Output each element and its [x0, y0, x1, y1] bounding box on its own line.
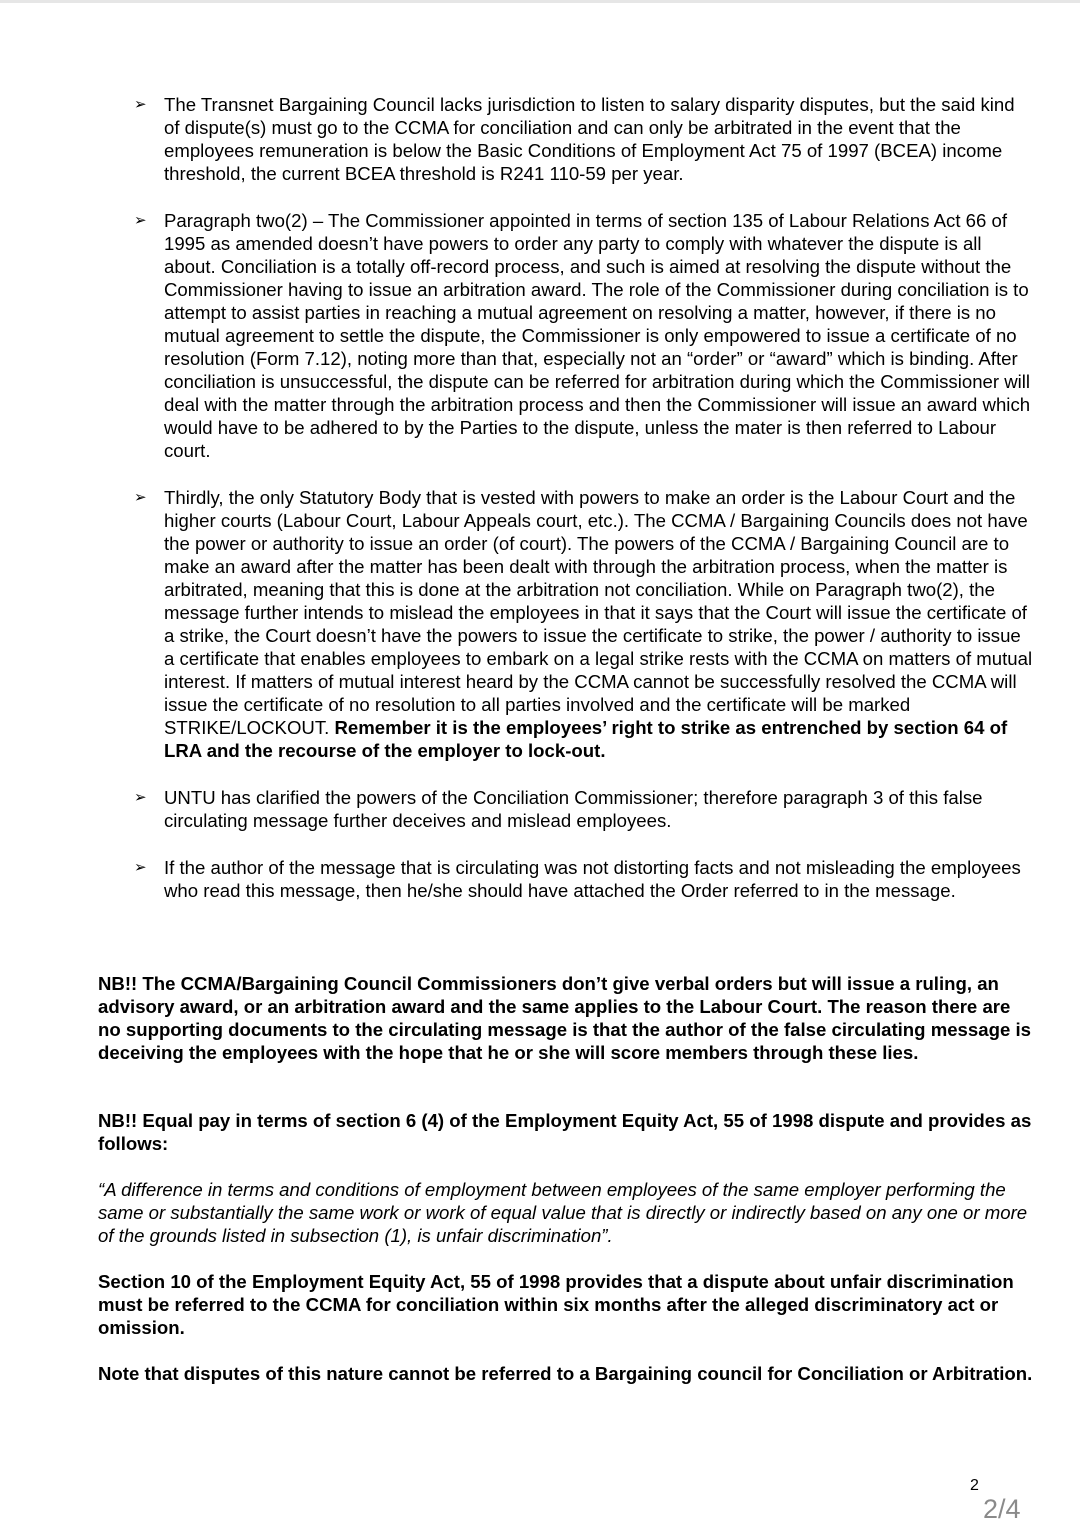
- bullet-text-regular: Thirdly, the only Statutory Body that is vested with powers to make an order is the Labour Court and the higher courts (Labour Court, Labour Appeals court, etc.). The CCMA / Bargaining Councils does not have the power or authority to issue an order (of court). The powers of the CCMA / Bargaining Council are to make an award after the matter has been dealt with through the arbitration process, when the matter is arbitrated, meaning that this is done at the arbitration not conciliation. While on Paragraph two(2), the message further intends to mislead the employees in that it says that the Court will issue the certificate of a strike, the Court doesn’t have the powers to issue the certificate to strike, the power / authority to issue a certificate that enables employees to embark on a legal strike rests with the CCMA on matters of mutual interest. If matters of mutual interest heard by the CCMA cannot be successfully resolved the CCMA will issue the certificate of no resolution to all parties involved and the certificate will be marked STRIKE/LOCKOUT.: [164, 487, 1033, 738]
- nb-commissioners-paragraph: NB!! The CCMA/Bargaining Council Commissioners don’t give verbal orders but will issue a ruling, an advisory award, or an arbitration award and the same applies to the Labour Court. The reason there are no supporting documents to the circulating message is that the author of the false circulating message is deceiving the employees with the hope that he or she will score members through these lies.: [98, 973, 1031, 1063]
- page-counter: 2/4: [983, 1494, 1021, 1524]
- section-10-paragraph: Section 10 of the Employment Equity Act, 55 of 1998 provides that a dispute about unfair discrimination must be referred to the CCMA for conciliation within six months after the alleged discriminatory act or omission.: [98, 1271, 1014, 1338]
- bullet-item-thirdly: [134, 486, 1034, 762]
- arrow-bullet-icon: ➢: [134, 212, 147, 229]
- arrow-bullet-icon: ➢: [134, 789, 147, 806]
- bullet-item-jurisdiction: [134, 93, 1034, 185]
- bullet-list: [134, 93, 1034, 926]
- note-paragraph: Note that disputes of this nature cannot be referred to a Bargaining council for Conciliation or Arbitration.: [98, 1363, 1033, 1384]
- arrow-bullet-icon: ➢: [134, 489, 147, 506]
- bullet-item-paragraph-two: [134, 209, 1034, 462]
- bullet-text: Paragraph two(2) – The Commissioner appointed in terms of section 135 of Labour Relations Act 66 of 1995 as amended doesn’t have powers to order any party to comply with whatever the dispute is all about. Conciliation is a totally off-record process, and such is aimed at resolving the dispute without the Commissioner having to issue an arbitration award. The role of the Commissioner during conciliation is to attempt to assist parties in reaching a mutual agreement on resolving a matter, however, if there is no mutual agreement to settle the dispute, the Commissioner is only empowered to issue a certificate of no resolution (Form 7.12), noting more than that, especially not an “order” or “award” which is binding. After conciliation is unsuccessful, the dispute can be referred for arbitration during which the Commissioner will deal with the matter through the arbitration process and then the Commissioner will issue an award which would have to be adhered to by the Parties to the dispute, unless the mater is then referred to Labour court.: [164, 210, 1031, 461]
- bullet-text-emphasis: Remember it is the employees’ right to strike as entrenched by section 64 of LRA and the recourse of the employer to lock-out.: [164, 717, 1008, 761]
- bullet-text: If the author of the message that is circulating was not distorting facts and not misleading the employees who read this message, then he/she should have attached the Order referred to in the message.: [164, 857, 1021, 901]
- bullet-item-untu: [134, 786, 1034, 832]
- bullet-text: [164, 486, 1034, 762]
- arrow-bullet-icon: ➢: [134, 859, 147, 876]
- quoted-provision: “A difference in terms and conditions of employment between employees of the same employer performing the same or substantially the same work or work of equal value that is directly or indirectly based on any one or more of the grounds listed in subsection (1), is unfair discrimination”.: [98, 1179, 1028, 1246]
- bullet-text: The Transnet Bargaining Council lacks jurisdiction to listen to salary disparity disputes, but the said kind of dispute(s) must go to the CCMA for conciliation and can only be arbitrated in the event that the employees remuneration is below the Basic Conditions of Employment Act 75 of 1997 (BCEA) income threshold, the current BCEA threshold is R241 110-59 per year.: [164, 94, 1015, 184]
- bullet-text: UNTU has clarified the powers of the Conciliation Commissioner; therefore paragraph 3 of this false circulating message further deceives and mislead employees.: [164, 787, 983, 831]
- page-number: 2: [970, 1477, 979, 1494]
- bullet-item-author: [134, 856, 1034, 902]
- arrow-bullet-icon: ➢: [134, 96, 147, 113]
- nb-equal-pay-paragraph: NB!! Equal pay in terms of section 6 (4) of the Employment Equity Act, 55 of 1998 dispute and provides as follows:: [98, 1110, 1032, 1154]
